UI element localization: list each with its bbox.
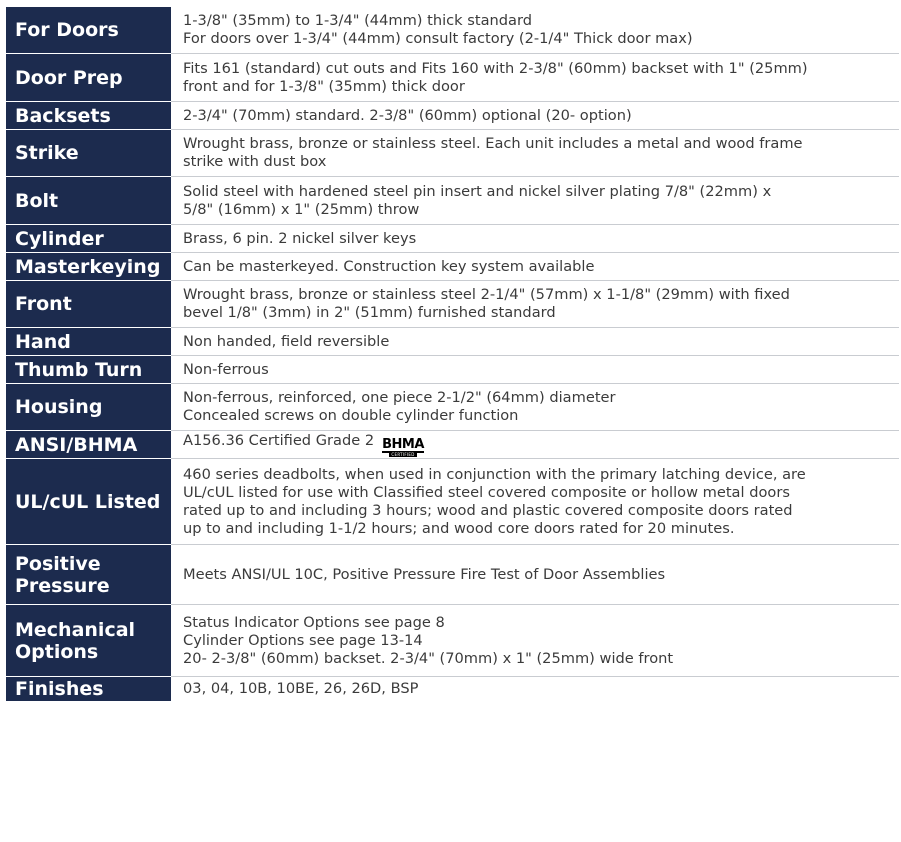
label-strike: Strike — [6, 130, 171, 177]
bhma-logo-sub: CERTIFIED — [391, 452, 415, 457]
spec-table — [6, 7, 899, 701]
label-for-doors: For Doors — [6, 7, 171, 54]
row-thumb-turn — [6, 356, 899, 384]
value-line: Non-ferrous — [183, 360, 269, 378]
label-masterkeying: Masterkeying — [6, 253, 171, 281]
label-positive-pressure: Positive Pressure — [6, 545, 171, 605]
label-backsets: Backsets — [6, 102, 171, 130]
value-line: Fits 161 (standard) cut outs and Fits 160 with 2-3/8" (60mm) backset with 1" (25mm) — [183, 59, 808, 77]
row-ansi-bhma — [6, 431, 899, 459]
value-line: Wrought brass, bronze or stainless steel. Each unit includes a metal and wood frame — [183, 135, 803, 152]
label-hand: Hand — [6, 328, 171, 356]
value-line: Concealed screws on double cylinder function — [183, 407, 519, 424]
row-door-prep — [6, 54, 899, 102]
value-door-prep — [171, 54, 899, 101]
value-strike — [171, 130, 899, 176]
label-mechanical-options: Mechanical Options — [6, 605, 171, 677]
row-masterkeying — [6, 253, 899, 281]
value-line — [183, 432, 893, 457]
value-line: Can be masterkeyed. Construction key system available — [183, 257, 595, 275]
value-line: UL/cUL listed for use with Classified steel covered composite or hollow metal doors — [183, 483, 790, 501]
label-ul-cul-listed: UL/cUL Listed — [6, 459, 171, 545]
bhma-certified-logo — [382, 438, 424, 457]
value-mechanical-options — [171, 605, 899, 676]
value-line: Wrought brass, bronze or stainless steel 2-1/4" (57mm) x 1-1/8" (29mm) with fixed — [183, 286, 790, 303]
label-housing: Housing — [6, 384, 171, 431]
value-cylinder — [171, 225, 899, 252]
value-ul-cul-listed — [171, 459, 899, 544]
value-positive-pressure — [171, 545, 899, 604]
value-line: Solid steel with hardened steel pin insert and nickel silver plating 7/8" (22mm) x — [183, 182, 772, 200]
value-line: Brass, 6 pin. 2 nickel silver keys — [183, 229, 417, 247]
value-ansi-bhma — [171, 431, 899, 458]
value-line: Meets ANSI/UL 10C, Positive Pressure Fire Test of Door Assemblies — [183, 565, 666, 583]
value-line: For doors over 1-3/4" (44mm) consult factory (2-1/4" Thick door max) — [183, 30, 693, 47]
value-line: bevel 1/8" (3mm) in 2" (51mm) furnished standard — [183, 304, 556, 321]
value-line: 20- 2-3/8" (60mm) backset. 2-3/4" (70mm) x 1" (25mm) wide front — [183, 649, 674, 667]
value-line: 03, 04, 10B, 10BE, 26, 26D, BSP — [183, 680, 419, 697]
value-front — [171, 281, 899, 327]
value-text: A156.36 Certified Grade 2 — [183, 432, 375, 449]
row-cylinder — [6, 225, 899, 253]
value-line: 5/8" (16mm) x 1" (25mm) throw — [183, 200, 420, 218]
value-masterkeying — [171, 253, 899, 280]
row-ul-cul-listed — [6, 459, 899, 545]
label-thumb-turn: Thumb Turn — [6, 356, 171, 384]
label-front: Front — [6, 281, 171, 328]
value-thumb-turn — [171, 356, 899, 383]
label-bolt: Bolt — [6, 177, 171, 225]
value-line: front and for 1-3/8" (35mm) thick door — [183, 77, 465, 95]
value-line: strike with dust box — [183, 153, 327, 170]
row-housing — [6, 384, 899, 431]
value-bolt — [171, 177, 899, 224]
row-strike — [6, 130, 899, 177]
value-hand — [171, 328, 899, 355]
row-hand — [6, 328, 899, 356]
row-positive-pressure — [6, 545, 899, 605]
value-line: Non handed, field reversible — [183, 332, 390, 350]
row-bolt — [6, 177, 899, 225]
value-finishes — [171, 677, 899, 701]
row-finishes — [6, 677, 899, 701]
value-line: 460 series deadbolts, when used in conjunction with the primary latching device, are — [183, 465, 806, 483]
label-finishes: Finishes — [6, 677, 171, 701]
row-backsets — [6, 102, 899, 130]
value-line: 1-3/8" (35mm) to 1-3/4" (44mm) thick standard — [183, 12, 532, 29]
value-line: Cylinder Options see page 13-14 — [183, 631, 423, 649]
value-housing — [171, 384, 899, 430]
value-backsets — [171, 102, 899, 129]
value-line: Non-ferrous, reinforced, one piece 2-1/2" (64mm) diameter — [183, 389, 616, 406]
value-line: 2-3/4" (70mm) standard. 2-3/8" (60mm) optional (20- option) — [183, 106, 632, 124]
label-door-prep: Door Prep — [6, 54, 171, 102]
value-line: up to and including 1-1/2 hours; and wood core doors rated for 20 minutes. — [183, 519, 735, 537]
value-line: rated up to and including 3 hours; wood and plastic covered composite doors rated — [183, 501, 793, 519]
row-mechanical-options — [6, 605, 899, 677]
row-for-doors — [6, 7, 899, 54]
bhma-logo-mark: BHMA — [382, 437, 424, 452]
value-line: Status Indicator Options see page 8 — [183, 613, 445, 631]
label-cylinder: Cylinder — [6, 225, 171, 253]
row-front — [6, 281, 899, 328]
value-for-doors — [171, 7, 899, 53]
label-ansi-bhma: ANSI/BHMA — [6, 431, 171, 459]
